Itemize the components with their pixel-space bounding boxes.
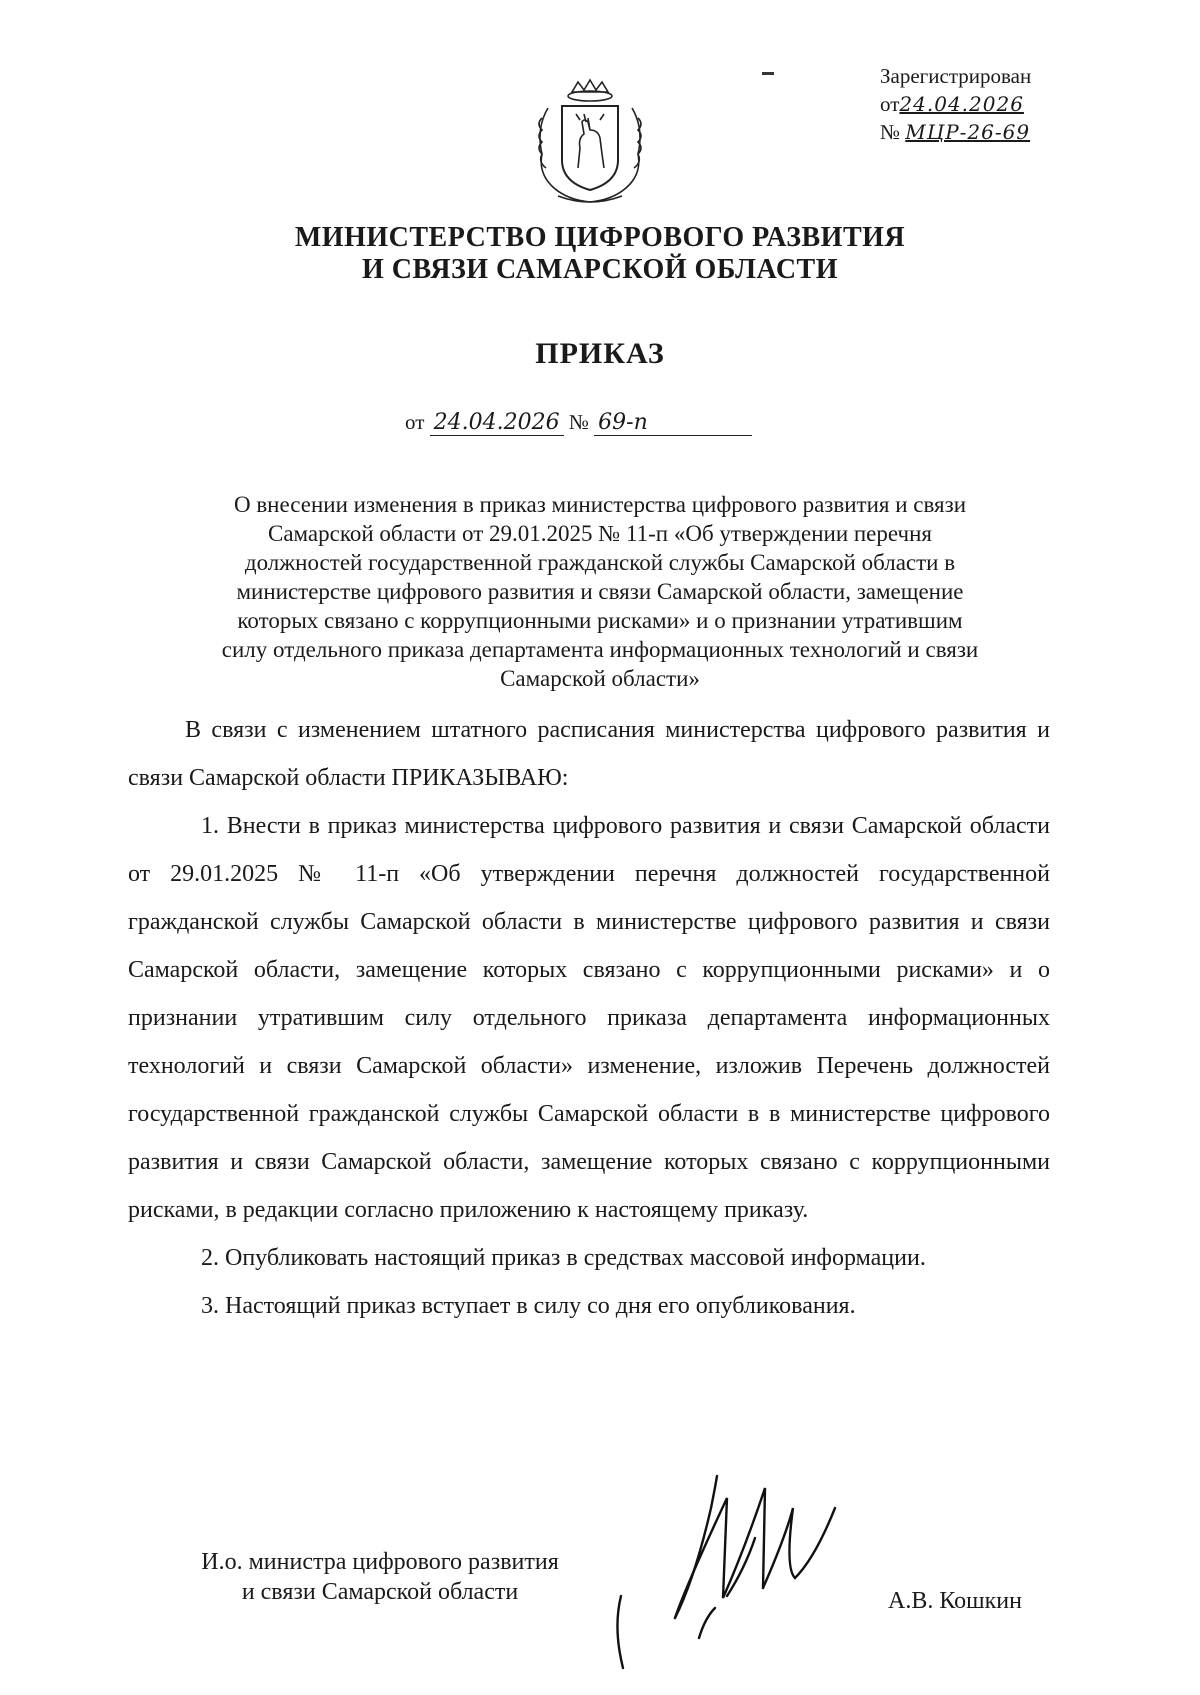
order-date-line	[405, 410, 752, 436]
signatory-position-line2: и связи Самарской области	[241, 1579, 519, 1605]
subject-line: Самарской области»	[500, 666, 700, 691]
signatory-position-line1: И.о. министра цифрового развития	[201, 1549, 559, 1575]
order-body	[128, 706, 1050, 1330]
document-title: ПРИКАЗ	[535, 337, 665, 370]
signatory-name: А.В. Кошкин	[888, 1588, 1022, 1614]
registration-label: Зарегистрирован	[880, 64, 1032, 88]
item-1-paragraph: 1. Внести в приказ министерства цифрового развития и связи Самарской области от 29.01.2025 № 11-п «Об утверждении перечня должностей государственной гражданской службы Самарской области в министерстве цифрового развития и связи Самарской области, замещение которых связано с коррупционными рисками» и о признании утратившим силу отдельного приказа департамента информационных технологий и связи Самарской области» изменение, изложив Перечень должностей государственной гражданской службы Самарской области в в министерстве цифрового развития и связи Самарской области, замещение которых связано с коррупционными рисками, в редакции согласно приложению к настоящему приказу.	[128, 813, 1050, 1223]
subject-line: О внесении изменения в приказ министерства цифрового развития и связи	[233, 492, 967, 517]
subject-line: которых связано с коррупционными рисками» и о признании утратившим	[237, 608, 963, 633]
ministry-name-line2: И СВЯЗИ САМАРСКОЙ ОБЛАСТИ	[361, 254, 839, 285]
order-date: 24.04.2026	[430, 410, 564, 436]
registration-number-row	[880, 118, 1110, 146]
order-number: 69-п	[594, 410, 752, 436]
signatory-position	[170, 1547, 590, 1607]
registration-number: МЦР-26-69	[905, 120, 1031, 144]
coat-of-arms-emblem	[528, 78, 652, 208]
subject-line: силу отдельного приказа департамента информационных технологий и связи	[221, 637, 979, 662]
order-number-prefix: №	[568, 410, 589, 434]
registration-date: 24.04.2026	[899, 92, 1024, 116]
registration-date-prefix: от	[880, 92, 900, 116]
registration-block	[880, 62, 1110, 146]
stray-mark	[762, 72, 774, 75]
order-subject	[120, 490, 1080, 693]
subject-line: Самарской области от 29.01.2025 № 11-п «Об утверждении перечня	[267, 521, 932, 546]
order-date-prefix: от	[405, 410, 425, 434]
subject-line: должностей государственной гражданской службы Самарской области в	[244, 550, 956, 575]
item-2-paragraph: 2. Опубликовать настоящий приказ в средствах массовой информации.	[201, 1245, 926, 1271]
handwritten-signature	[615, 1468, 875, 1673]
registration-date-row	[880, 90, 1110, 118]
ministry-name-line1: МИНИСТЕРСТВО ЦИФРОВОГО РАЗВИТИЯ	[294, 222, 906, 253]
registration-number-prefix: №	[880, 120, 901, 144]
subject-line: министерстве цифрового развития и связи Самарской области, замещение	[236, 579, 964, 604]
item-3-paragraph: 3. Настоящий приказ вступает в силу со дня его опубликования.	[201, 1293, 856, 1319]
preamble-paragraph: В связи с изменением штатного расписания министерства цифрового развития и связи Самарской области ПРИКАЗЫВАЮ:	[128, 717, 1050, 791]
